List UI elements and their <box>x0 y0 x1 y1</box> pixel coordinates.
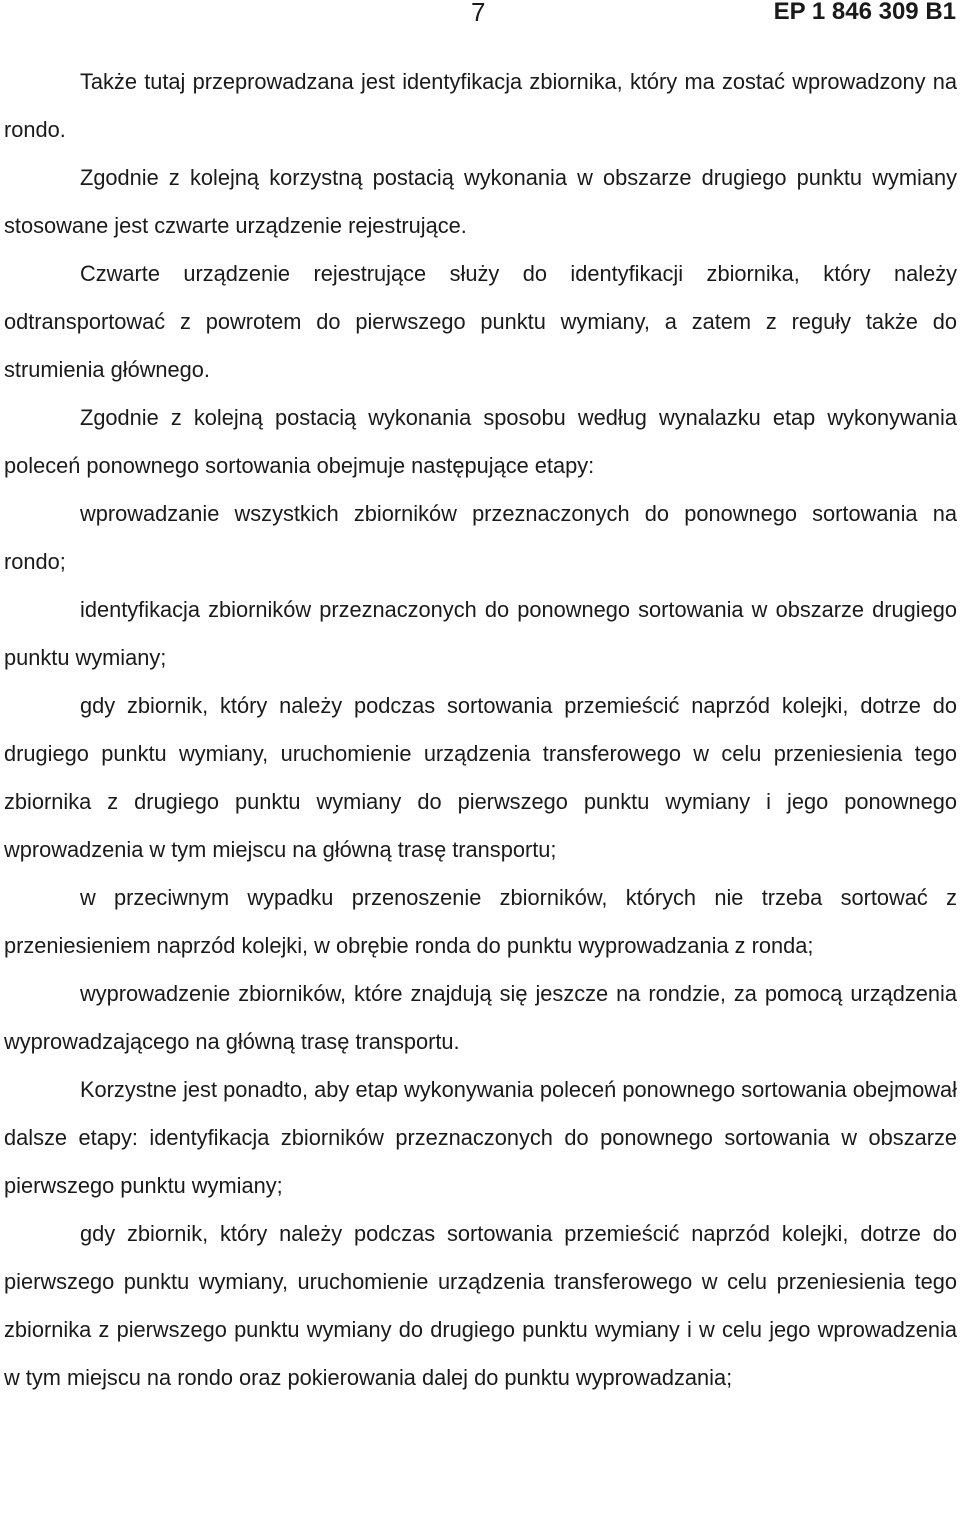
page-number: 7 <box>471 0 486 27</box>
paragraph: identyfikacja zbiorników przeznaczonych do ponownego sortowania w obszarze drugiego punktu wymiany; <box>4 597 957 670</box>
paragraph: w przeciwnym wypadku przenoszenie zbiorników, których nie trzeba sortować z przeniesieniem naprzód kolejki, w obrębie ronda do punktu wyprowadzania z ronda; <box>4 885 957 958</box>
paragraph: gdy zbiornik, który należy podczas sortowania przemieścić naprzód kolejki, dotrze do pierwszego punktu wymiany, uruchomienie urządzenia transferowego w celu przeniesienia tego zbiornika z pierwszego punktu wymiany do drugiego punktu wymiany i w celu jego wprowadzenia w tym miejscu na rondo oraz pokierowania dalej do punktu wyprowadzania; <box>4 1221 957 1390</box>
paragraph: wyprowadzenie zbiorników, które znajdują się jeszcze na rondzie, za pomocą urządzenia wyprowadzającego na główną trasę transportu. <box>4 981 957 1054</box>
paragraph: gdy zbiornik, który należy podczas sortowania przemieścić naprzód kolejki, dotrze do drugiego punktu wymiany, uruchomienie urządzenia transferowego w celu przeniesienia tego zbiornika z drugiego punktu wymiany do pierwszego punktu wymiany i jego ponownego wprowadzenia w tym miejscu na główną trasę transportu; <box>4 693 957 862</box>
paragraph: Korzystne jest ponadto, aby etap wykonywania poleceń ponownego sortowania obejmował dalsze etapy: identyfikacja zbiorników przeznaczonych do ponownego sortowania w obszarze pierwszego punktu wymiany; <box>4 1077 957 1198</box>
document-id: EP 1 846 309 B1 <box>773 0 956 25</box>
paragraph: Zgodnie z kolejną postacią wykonania sposobu według wynalazku etap wykonywania poleceń ponownego sortowania obejmuje następujące etapy: <box>4 405 957 478</box>
paragraph: Zgodnie z kolejną korzystną postacią wykonania w obszarze drugiego punktu wymiany stosowane jest czwarte urządzenie rejestrujące. <box>4 165 957 238</box>
paragraph: Czwarte urządzenie rejestrujące służy do identyfikacji zbiornika, który należy odtransportować z powrotem do pierwszego punktu wymiany, a zatem z reguły także do strumienia głównego. <box>4 261 957 382</box>
document-body <box>4 58 957 1402</box>
paragraph: wprowadzanie wszystkich zbiorników przeznaczonych do ponownego sortowania na rondo; <box>4 501 957 574</box>
paragraph: Także tutaj przeprowadzana jest identyfikacja zbiornika, który ma zostać wprowadzony na rondo. <box>4 69 957 142</box>
